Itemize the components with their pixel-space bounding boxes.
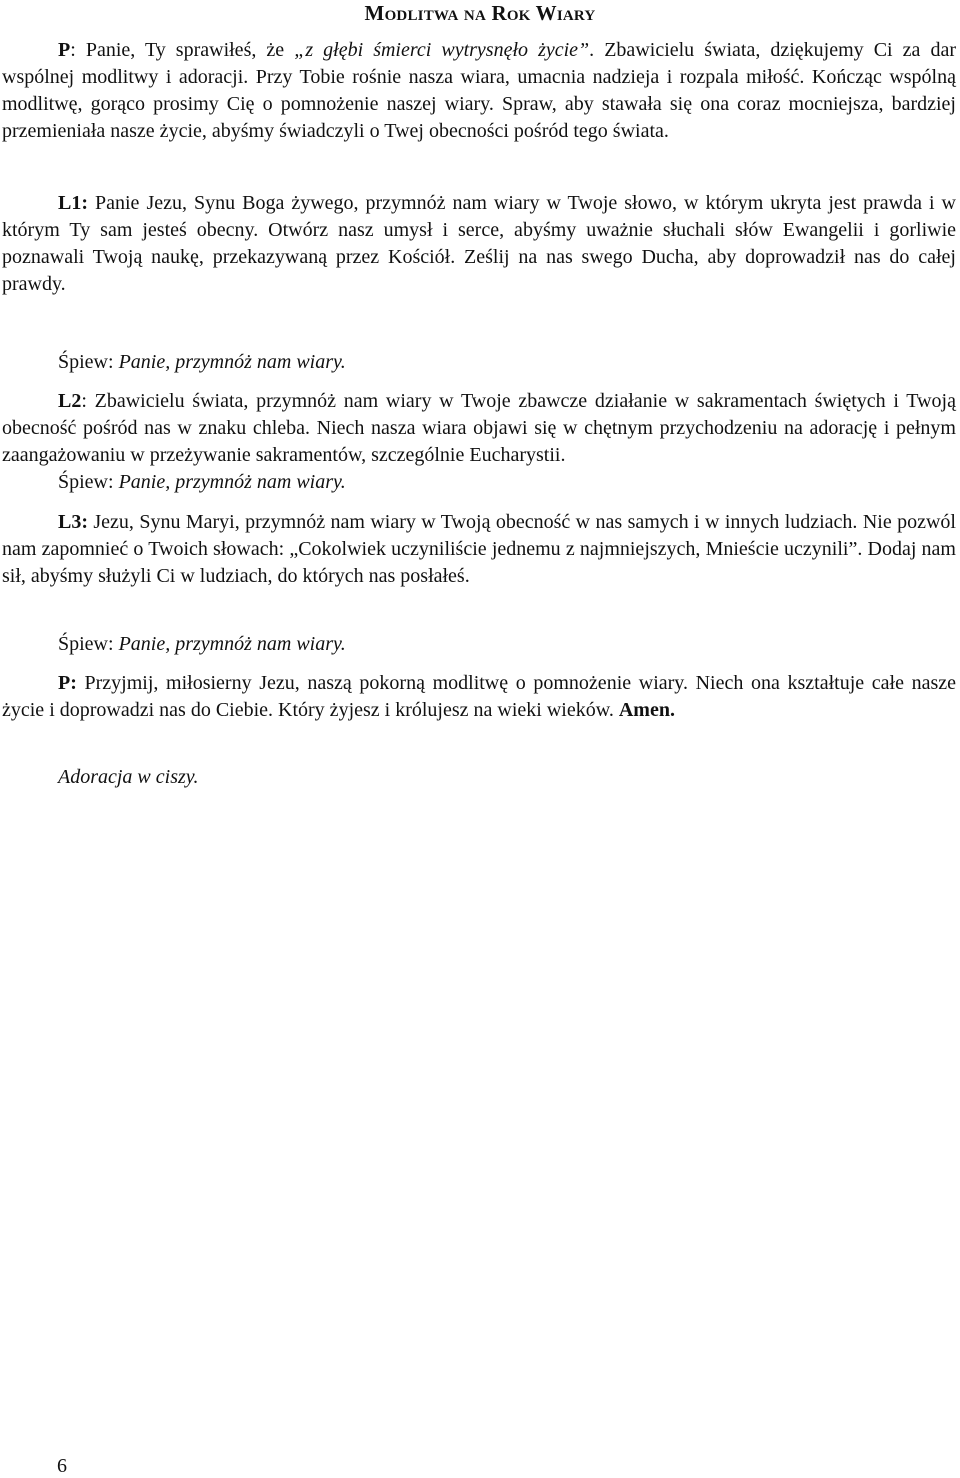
sung-response: [58, 469, 346, 496]
sung-response: [58, 631, 346, 658]
speaker-label: P:: [58, 672, 77, 694]
speaker-label: L1:: [58, 192, 88, 214]
sung-response: [58, 349, 346, 376]
sing-text: Panie, przymnóż nam wiary.: [118, 471, 346, 493]
priest-closing-paragraph: P: Przyjmij, miłosierny Jezu, naszą pokorną modlitwę o pomnożenie wiary. Niech ona kształtuje całe nasze życie i doprowadzi nas do Ciebie. Który żyjesz i królujesz na wieki wieków. Amen.: [2, 672, 956, 721]
page-number: 6: [57, 1455, 67, 1477]
scripture-quote: „z głębi śmierci wytrysnęło życie”: [294, 39, 590, 61]
reader-1-paragraph: L1: Panie Jezu, Synu Boga żywego, przymnóż nam wiary w Twoje słowo, w którym ukryta jest prawda i w którym Ty sam jesteś obecny. Otwórz nasz umysł i serce, abyśmy uważnie słuchali słów Ewangelii i gorliwie poznawali Twoją naukę, przekazywaną przez Kościół. Ześlij na nas swego Ducha, aby doprowadził nas do całej prawdy.: [2, 192, 956, 295]
closing-rubric: Adoracja w ciszy.: [58, 766, 199, 788]
sing-label: Śpiew:: [58, 351, 119, 373]
sing-label: Śpiew:: [58, 471, 119, 493]
sing-label: Śpiew:: [58, 633, 119, 655]
speaker-label: P: [58, 39, 71, 61]
speaker-label: L3:: [58, 511, 88, 533]
speaker-label: L2: [58, 390, 82, 412]
reader-3-paragraph: L3: Jezu, Synu Maryi, przymnóż nam wiary w Twoją obecność w nas samych i w innych ludziach. Nie pozwól nam zapomnieć o Twoich słowach: „Cokolwiek uczyniliście jednemu z najmniejszych, Mnieście uczynili”. Dodaj nam sił, abyśmy służyli Ci w ludziach, do których nas posłałeś.: [2, 511, 956, 587]
reader-2-paragraph: L2: Zbawicielu świata, przymnóż nam wiary w Twoje zbawcze działanie w sakramentach świętych i Twoją obecność pośród nas w znaku chleba. Niech nasza wiara objawi się w chętnym przychodzeniu na adorację i pełnym zaangażowaniu w przeżywanie sakramentów, szczególnie Eucharystii.: [2, 390, 956, 466]
priest-opening-paragraph: P: Panie, Ty sprawiłeś, że „z głębi śmierci wytrysnęło życie”. Zbawicielu świata, dziękujemy Ci za dar wspólnej modlitwy i adoracji. Przy Tobie rośnie nasza wiara, umacnia nadzieja i rozpala miłość. Kończąc wspólną modlitwę, gorąco prosimy Cię o pomnożenie naszej wiary. Spraw, aby stawała się ona coraz mocniejsza, bardziej przemieniała nasze życie, abyśmy świadczyli o Twej obecności pośród tego świata.: [2, 39, 956, 142]
sing-text: Panie, przymnóż nam wiary.: [118, 351, 346, 373]
sing-text: Panie, przymnóż nam wiary.: [118, 633, 346, 655]
page-title: Modlitwa na Rok Wiary: [364, 1, 596, 25]
amen: Amen.: [618, 699, 675, 721]
